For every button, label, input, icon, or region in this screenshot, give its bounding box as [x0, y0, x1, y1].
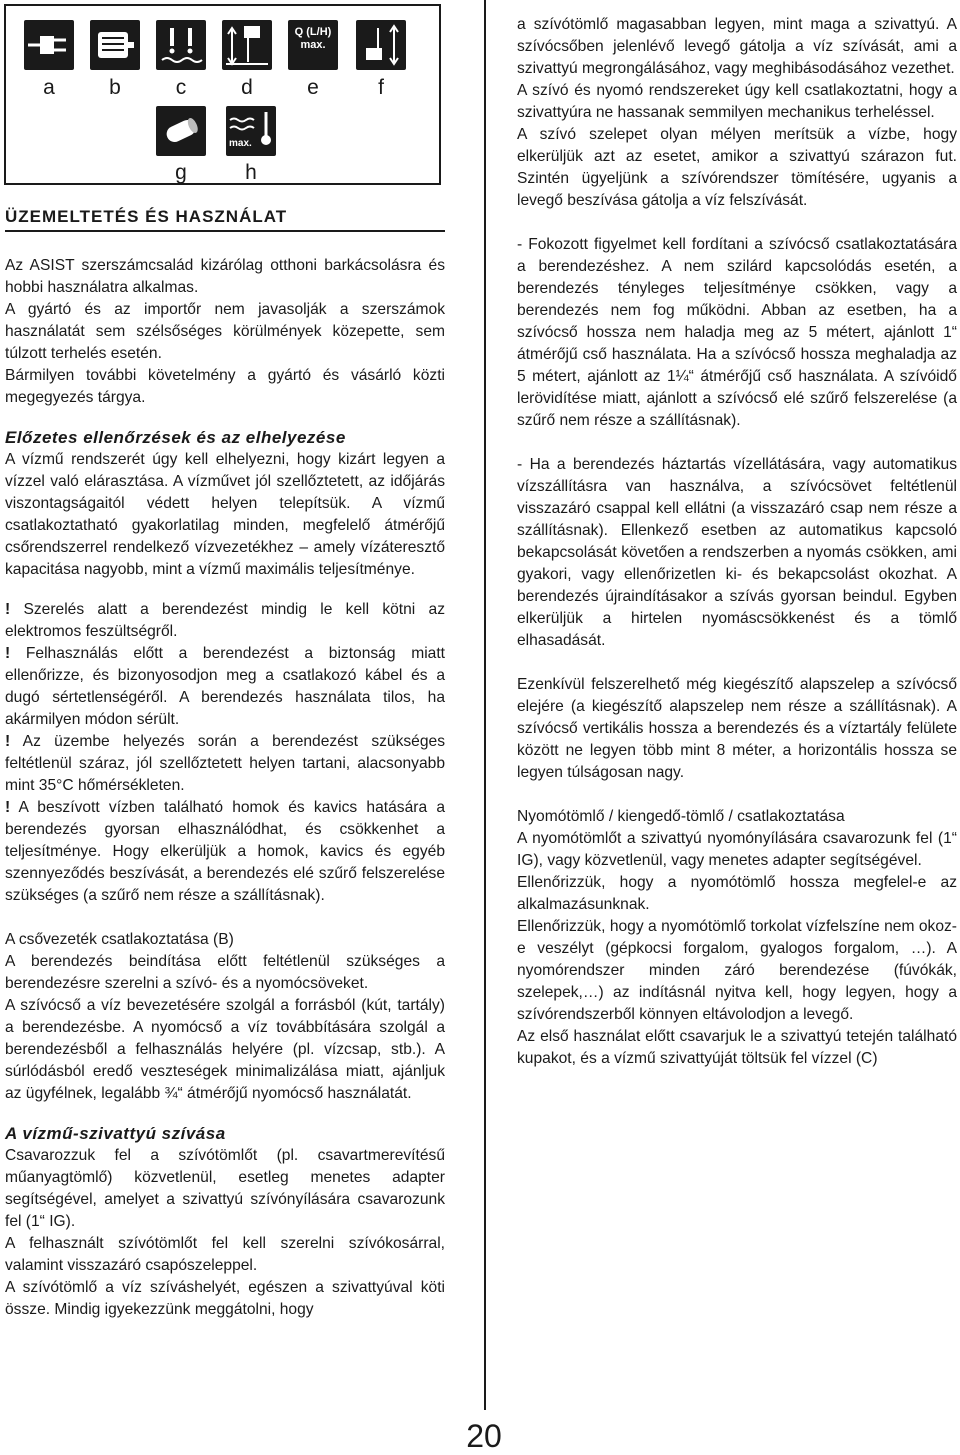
paragraph: Csavarozzuk fel a szívótömlőt (pl. csavartmerevítésű műanyagtömlő) közvetlenül, esetleg menetes adapter segítségével, amelyet a szivattyú szívónyílására csavarozunk fel (1“ IG). [5, 1147, 445, 1230]
paragraph: Az ASIST szerszámcsalád kizárólag otthoni barkácsolásra és hobbi használatra alkalmas. [5, 257, 445, 296]
paragraph: A szívócső a víz bevezetésére szolgál a forrásból (kút, tartály) a berendezésbe. A nyomócső a víz továbbítására szolgál a berendezésből a felhasználás helyére (pl. vízcsap, stb.). A súrlódásból eredő veszteségek minimalizálása miatt, ajánljuk az ügyfélnek, legalább ¾“ átmérőjű nyomócső használatát. [5, 997, 445, 1102]
icon-label-c: c [175, 76, 187, 99]
flow-rate-icon [288, 20, 338, 70]
paragraph: A berendezés beindítása előtt feltétlenül szükséges a berendezésre szerelni a szívó- és a nyomócsöveket. [5, 953, 445, 992]
warning-text: Szerelés alatt a berendezést mindig le kell kötni az elektromos feszültségről. [5, 601, 445, 640]
paragraph: Ellenőrizzük, hogy a nyomótömlő torkolat vízfelszíne nem okoz-e veszélyt (gépkocsi forgalom, gyalogos forgalom, …). A nyomórendszer minden záró berendezése (fúvókák, szelepek,…) az indításnál nyitva kell, hogy legyen, hogy a szívórendszerből könnyen eltávolodjon a levegő. [517, 918, 957, 1023]
icon-panel [4, 4, 441, 185]
paragraph: a szívótömlő magasabban legyen, mint maga a szivattyú. A szívócsőben jelenlévő levegő gátolja a víz szívását, ami a szivattyú megrongálásához, vagy meghibásodásához vezethet. [517, 16, 957, 77]
paragraph: Bármilyen további követelmény a gyártó és vásárló közti megegyezés tárgya. [5, 367, 445, 406]
icon-label-g: g [175, 161, 187, 184]
max-water-temperature-icon [226, 106, 276, 156]
icon-label-b: b [109, 76, 121, 99]
column-divider [484, 0, 486, 1410]
paragraph: A nyomótömlőt a szivattyú nyomónyílására csavarozunk fel (1“ IG), vagy közvetlenül, vagy menetes adapter segítségével. [517, 830, 957, 869]
warning-item [5, 797, 445, 907]
icon-label-h: h [245, 161, 257, 184]
paragraph: A szívó szelepet olyan mélyen merítsük a vízbe, hogy elkerüljük azt az esetet, amikor a szivattyú szárazon fut. Szintén ügyeljünk a szívórendszer tömítésére, ugyanis a levegő beszívása gátolja a víz felszívását. [517, 126, 957, 209]
subheading-pump-suction: A vízmű-szivattyú szívása [5, 1124, 226, 1143]
icon-label-d: d [241, 76, 253, 99]
paragraph: Ellenőrizzük, hogy a nyomótömlő hossza megfelel-e az alkalmazásunknak. [517, 874, 957, 913]
warning-mark: ! [5, 645, 11, 662]
plug-icon [24, 20, 74, 70]
warning-mark: ! [5, 733, 11, 750]
warning-mark: ! [5, 799, 11, 816]
warning-text: Az üzembe helyezés során a berendezést szükséges feltétlenül száraz, jól szellőztetett helyen tartani, alacsonyabb mint 35°C hőmérsékleten. [5, 733, 445, 794]
right-column [517, 14, 957, 1070]
icon-label-f: f [378, 76, 384, 99]
paragraph: Az első használat előtt csavarjuk le a szivattyú tetején található kupakot, és a vízmű szivattyúját töltsük fel vízzel (C) [517, 1028, 957, 1067]
warning-text: Felhasználás előtt a berendezést a biztonság miatt ellenőrizze, és bizonyosodjon meg a csatlakozó kábel és a dugó sértetlenségéről. A berendezés használata tilos, ha akármilyen módon sérült. [5, 645, 445, 728]
page-number: 20 [466, 1418, 502, 1454]
pipe-connection-title: A csővezeték csatlakoztatása (B) [5, 931, 234, 948]
paragraph: - Fokozott figyelmet kell fordítani a szívócső csatlakoztatására a berendezéshez. A nem szilárd kapcsolódás esetén, a berendezés tényleges teljesítménye csökken, vagy a berendezés nem fog működni. Abban az esetben, ha a szívócső hossza nem haladja meg az 5 métert, ajánlott 1“ átmérőjű cső használata. Ha a szívócső hossza meghaladja az 5 métert, ajánlott az 1¼“ átmérőjű cső használata. A szívóidő lerövidítése miatt, ajánlott a szívócső elé szűrő felszerelése (a szűrő nem része a szállításnak). [517, 236, 957, 429]
icon-label-a: a [43, 76, 55, 99]
warning-item [5, 731, 445, 797]
warning-item [5, 643, 445, 731]
subheading-preliminary-checks: Előzetes ellenőrzések és az elhelyezése [5, 428, 346, 447]
icon-label-e: e [307, 76, 319, 99]
max-text: max. [229, 138, 252, 149]
pressure-height-icon [356, 20, 406, 70]
warning-item [5, 599, 445, 643]
section-heading: ÜZEMELTETÉS ÉS HASZNÁLAT [5, 207, 445, 232]
warning-water-icon [156, 20, 206, 70]
motor-icon [90, 20, 140, 70]
paragraph: A szívótömlő a víz szíváshelyét, egészen a szivattyúval köti össze. Mindig igyekezzünk meggátolni, hogy [5, 1279, 445, 1318]
paragraph: A vízmű rendszerét úgy kell elhelyezni, hogy kizárt legyen a vízzel való elárasztása. A vízművet jól szellőztetett, az időjárás viszontagságaitól védett helyen telepítsük. A vízmű csatlakoztatható gyakorlatilag minden, megfelelő átmérőjű csőrendszerrel rendelkező vízvezetékhez – amely vízáteresztő kapacitása nagyobb, mint a vízmű maximális teljesítménye. [5, 451, 445, 578]
paragraph: - Ha a berendezés háztartás vízellátására, vagy automatikus vízszállításra van használva, a szívócsövet feltétlenül visszazáró csappal kell ellátni (a visszazáró csap nem része a szállításnak). Ellenkező esetben az automatikus kapcsoló bekapcsolását követően a rendszerben a nyomás csökken, ami gyakori, vagy ellenőrizetlen ki- és bekapcsolást okozhat. A berendezés újraindításakor a szívás gyorsan beindul. Egyben elkerüljük a hirtelen nyomáscsökkenést és a tömlő elhasadását. [517, 456, 957, 649]
paragraph: A felhasznált szívótömlőt fel kell szerelni szívókosárral, valamint visszazáró csapószeleppel. [5, 1235, 445, 1274]
pressure-hose-title: Nyomótömlő / kiengedő-tömlő / csatlakoztatása [517, 808, 845, 825]
left-column [5, 255, 445, 1321]
cylinder-icon [156, 106, 206, 156]
flow-rate-text: Q (L/H) max. [294, 26, 332, 51]
warning-mark: ! [5, 601, 11, 618]
paragraph: Ezenkívül felszerelhető még kiegészítő alapszelep a szívócső elejére (a kiegészítő alapszelep nem része a szállításnak). A szívócső vertikális hossza a berendezés és a víztartály felülete között ne legyen több mint 8 méter, a horizontális hossza se legyen túlságosan nagy. [517, 676, 957, 781]
paragraph: A szívó és nyomó rendszereket úgy kell csatlakoztatni, hogy a szivattyúra ne hassanak semmilyen mechanikus terheléssel. [517, 82, 957, 121]
warning-text: A beszívott vízben található homok és kavics hatására a berendezés gyorsan elhasználódhat, és csökkenhet a teljesítménye. Hogy elkerüljük a homok, kavics és egyéb szennyeződés beszívását, a berendezés elé szűrő felszerelése szükséges (a szűrő nem része a szállításnak). [5, 799, 445, 904]
suction-height-icon [222, 20, 272, 70]
paragraph: A gyártó és az importőr nem javasolják a szerszámok használatát sem szélsőséges körülmények közepette, sem túlzott terhelés esetén. [5, 301, 445, 362]
